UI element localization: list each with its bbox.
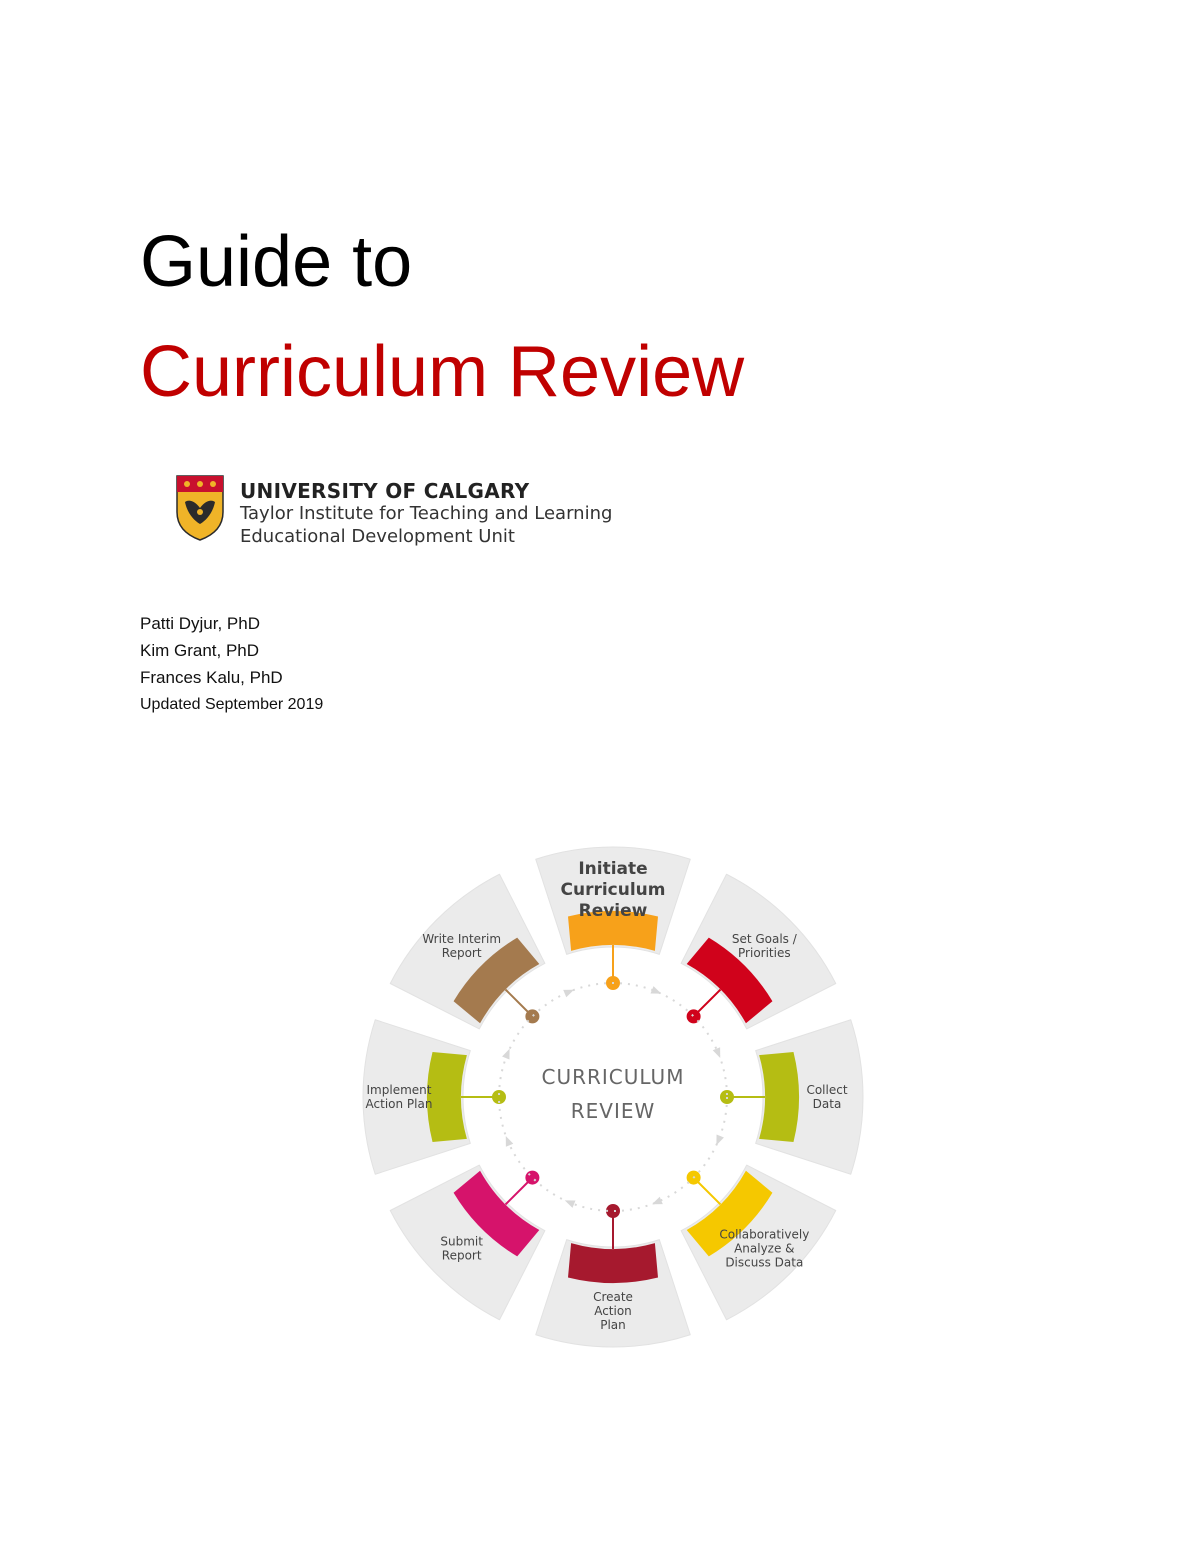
segment-label: Initiate: [578, 858, 648, 879]
cycle-segment-initiate: [536, 847, 691, 990]
cycle-segment-interim-report: [390, 874, 545, 1029]
segment-label: Action: [594, 1304, 632, 1319]
author-item: Kim Grant, PhD: [140, 641, 260, 660]
updated-date: Updated September 2019: [140, 696, 324, 713]
segment-label: Collaboratively: [719, 1227, 810, 1242]
unit-name: Educational Development Unit: [240, 526, 515, 547]
cycle-arrow-icon: [563, 1197, 575, 1208]
cycle-segment-implement: [363, 1020, 506, 1175]
center-label-line2: REVIEW: [570, 1099, 656, 1123]
segment-label: Set Goals /: [731, 931, 797, 946]
cycle-arrow-icon: [502, 1134, 513, 1146]
university-name: UNIVERSITY OF CALGARY: [240, 479, 530, 503]
author-item: Frances Kalu, PhD: [140, 668, 283, 687]
cycle-arrow-icon: [563, 986, 575, 997]
cycle-arrow-icon: [713, 1134, 724, 1146]
cycle-segment-submit-report: [390, 1165, 545, 1320]
segment-label: Submit: [440, 1234, 483, 1249]
segment-label: Implement: [366, 1083, 432, 1098]
segment-label: Priorities: [738, 945, 791, 960]
cycle-segment-collect-data: [720, 1020, 863, 1175]
segment-label: Data: [812, 1097, 842, 1112]
cycle-arrow-icon: [650, 1197, 662, 1208]
author-item: Patti Dyjur, PhD: [140, 614, 260, 633]
cycle-segment-create-action-plan: [536, 1204, 691, 1347]
title-guide-to: Guide to: [140, 222, 413, 302]
segment-color-tab: [427, 1052, 467, 1142]
segment-color-tab: [568, 1243, 658, 1283]
segment-label: Analyze &: [734, 1241, 795, 1256]
segment-label: Action Plan: [365, 1097, 433, 1112]
author-list: [140, 610, 323, 718]
cycle-segment-analyze: [681, 1165, 836, 1320]
segment-label: Review: [578, 900, 648, 921]
segment-label: Write Interim: [422, 931, 502, 946]
cycle-arrow-icon: [502, 1047, 513, 1059]
university-logo: [175, 474, 695, 546]
institute-name: Taylor Institute for Teaching and Learning: [240, 503, 613, 524]
cycle-segment-set-goals: [681, 874, 836, 1029]
segment-label: Plan: [600, 1318, 626, 1333]
title-curriculum-review: Curriculum Review: [140, 332, 745, 412]
segment-color-tab: [759, 1052, 799, 1142]
curriculum-review-cycle-diagram: [350, 795, 876, 1355]
university-crest-icon: [175, 474, 225, 542]
segment-label: Curriculum: [560, 879, 666, 900]
center-label-line1: CURRICULUM: [541, 1065, 685, 1089]
segment-node-dot: [525, 1171, 539, 1185]
segment-label: Report: [441, 945, 482, 960]
segment-label: Report: [441, 1248, 482, 1263]
segment-label: Create: [593, 1290, 633, 1305]
segment-label: Collect: [806, 1083, 848, 1098]
cycle-arrow-icon: [713, 1047, 724, 1059]
segment-node-dot: [606, 1204, 620, 1218]
cycle-arrow-icon: [650, 986, 662, 997]
segment-label: Discuss Data: [725, 1255, 804, 1270]
